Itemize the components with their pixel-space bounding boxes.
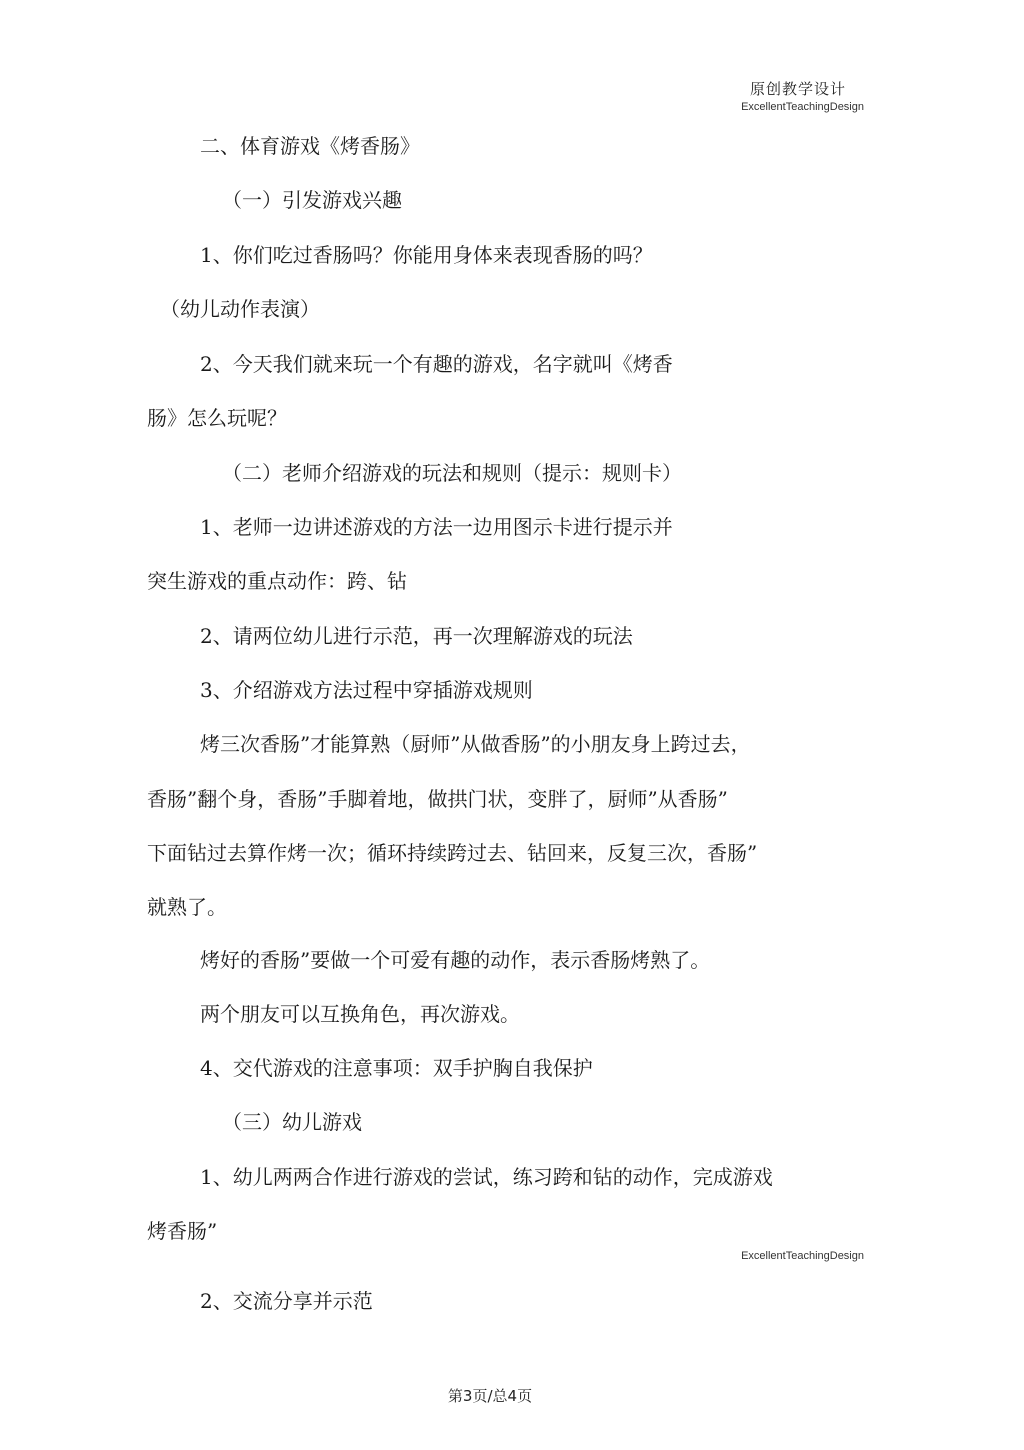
subsection-heading-2: （二）老师介绍游戏的玩法和规则（提示：规则卡） (222, 461, 682, 485)
paragraph-line: 2、交流分享并示范 (200, 1289, 373, 1313)
paragraph-line: 4、交代游戏的注意事项：双手护胸自我保护 (200, 1056, 593, 1080)
paragraph-line: 香肠”翻个身，香肠”手脚着地，做拱门状，变胖了，厨师”从香肠” (147, 787, 728, 811)
paragraph-line: 2、请两位幼儿进行示范，再一次理解游戏的玩法 (200, 624, 633, 648)
paragraph-line: 就熟了。 (147, 895, 227, 919)
footer-brand: ExcellentTeachingDesign (741, 1250, 864, 1262)
paragraph-line: （幼儿动作表演） (160, 297, 320, 321)
paragraph-line: 2、今天我们就来玩一个有趣的游戏，名字就叫《烤香 (200, 352, 673, 376)
page-number: 第3页/总4页 (447, 1387, 533, 1405)
paragraph-line: 3、介绍游戏方法过程中穿插游戏规则 (200, 678, 533, 702)
page-header (741, 78, 864, 113)
subsection-heading-3: （三）幼儿游戏 (222, 1110, 362, 1134)
paragraph-line: 突生游戏的重点动作：跨、钻 (147, 569, 407, 593)
paragraph-line: 烤香肠” (147, 1219, 218, 1243)
paragraph-line: 肠》怎么玩呢？ (147, 406, 287, 430)
paragraph-line: 两个朋友可以互换角色，再次游戏。 (200, 1002, 520, 1026)
paragraph-line: 下面钻过去算作烤一次；循环持续跨过去、钻回来，反复三次，香肠” (147, 841, 758, 865)
subsection-heading-1: （一）引发游戏兴趣 (222, 188, 402, 212)
paragraph-line: 1、你们吃过香肠吗？你能用身体来表现香肠的吗？ (200, 243, 653, 267)
header-subtitle: ExcellentTeachingDesign (741, 101, 864, 113)
paragraph-line: 烤好的香肠”要做一个可爱有趣的动作，表示香肠烤熟了。 (200, 948, 711, 972)
paragraph-line: 烤三次香肠”才能算熟（厨师”从做香肠”的小朋友身上跨过去， (200, 732, 751, 756)
header-title: 原创教学设计 (749, 80, 846, 98)
paragraph-line: 1、幼儿两两合作进行游戏的尝试，练习跨和钻的动作，完成游戏 (200, 1165, 773, 1189)
section-heading-game: 二、体育游戏《烤香肠》 (200, 134, 420, 158)
paragraph-line: 1、老师一边讲述游戏的方法一边用图示卡进行提示并 (200, 515, 673, 539)
